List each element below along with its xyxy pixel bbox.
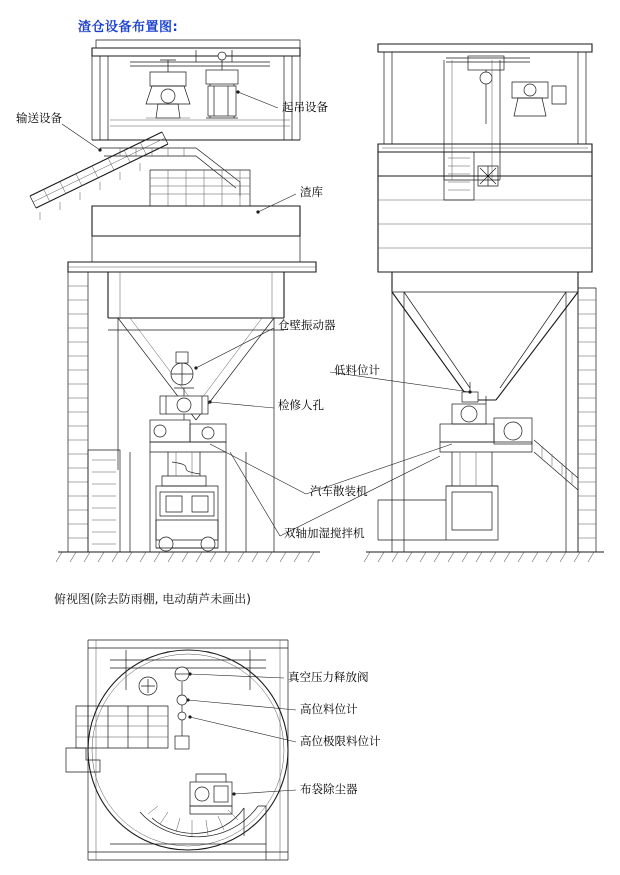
- label-bag-filter-dust-collector: 布袋除尘器: [300, 782, 358, 796]
- label-bin-wall-vibrator: 仓壁振动器: [278, 318, 336, 332]
- label-inspection-manhole: 检修人孔: [278, 398, 324, 412]
- right-elevation-assembly: [364, 44, 604, 562]
- label-low-level-indicator: 低料位计: [334, 363, 380, 377]
- label-hoisting-equipment: 起吊设备: [282, 100, 328, 114]
- label-high-level-indicator: 高位料位计: [300, 702, 358, 716]
- label-high-limit-level-indicator: 高位极限料位计: [300, 734, 381, 748]
- label-slag-storage: 渣库: [300, 185, 323, 199]
- left-elevation-assembly: [30, 40, 320, 562]
- label-vacuum-pressure-relief-valve: 真空压力释放阀: [288, 670, 369, 684]
- plan-view-caption: 俯视图(除去防雨棚, 电动葫芦未画出): [54, 592, 251, 606]
- page-title: 渣仓设备布置图:: [78, 20, 179, 35]
- elevation-leader-lines: [62, 90, 472, 536]
- label-truck-bulk-loader: 汽车散装机: [310, 484, 368, 498]
- label-twin-shaft-humidifying-mixer: 双轴加湿搅拌机: [284, 526, 365, 540]
- plan-leader-lines: [186, 672, 296, 795]
- plan-view-assembly: [66, 640, 288, 860]
- label-conveying-equipment: 输送设备: [16, 111, 62, 125]
